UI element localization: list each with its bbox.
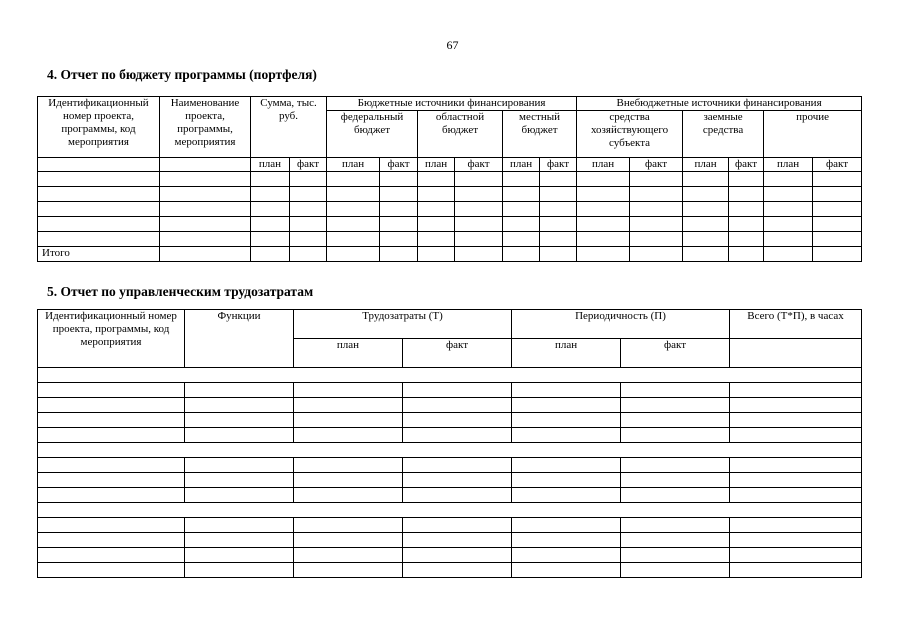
empty-cell	[621, 383, 730, 398]
fact-label: факт	[813, 158, 862, 172]
empty-cell	[730, 458, 862, 473]
empty-cell	[403, 488, 512, 503]
empty-cell	[683, 247, 729, 262]
empty-cell	[403, 413, 512, 428]
empty-cell	[813, 247, 862, 262]
empty-cell	[160, 217, 251, 232]
empty-cell	[630, 187, 683, 202]
empty-cell	[730, 339, 862, 368]
empty-cell	[813, 202, 862, 217]
empty-cell	[185, 458, 294, 473]
empty-cell	[185, 533, 294, 548]
empty-cell	[540, 217, 577, 232]
empty-cell	[540, 172, 577, 187]
empty-cell	[455, 232, 503, 247]
header-sum: Сумма, тыс. руб.	[251, 97, 327, 158]
empty-cell	[294, 518, 403, 533]
empty-cell	[730, 428, 862, 443]
empty-cell	[503, 187, 540, 202]
empty-cell	[294, 383, 403, 398]
plan-label: план	[683, 158, 729, 172]
empty-cell	[380, 172, 418, 187]
empty-cell	[418, 247, 455, 262]
empty-cell	[730, 398, 862, 413]
empty-cell	[512, 488, 621, 503]
empty-cell	[813, 187, 862, 202]
plan-label: план	[294, 339, 403, 368]
empty-cell	[327, 247, 380, 262]
empty-cell	[577, 187, 630, 202]
header-regional-budget: областной бюджет	[418, 111, 503, 158]
empty-cell	[403, 398, 512, 413]
header-total: Всего (Т*П), в часах	[730, 310, 862, 339]
table-row	[38, 172, 862, 187]
section-title-labor-report: 5. Отчет по управленческим трудозатратам	[47, 284, 314, 299]
empty-cell	[38, 187, 160, 202]
empty-cell	[730, 533, 862, 548]
empty-cell	[38, 398, 185, 413]
empty-cell	[730, 563, 862, 578]
empty-cell	[185, 518, 294, 533]
empty-cell	[251, 217, 290, 232]
empty-cell	[38, 413, 185, 428]
plan-fact-row	[38, 158, 862, 172]
empty-cell	[185, 383, 294, 398]
empty-cell	[683, 187, 729, 202]
empty-cell	[294, 548, 403, 563]
budget-report-table	[37, 96, 862, 262]
empty-cell	[577, 202, 630, 217]
empty-cell	[730, 383, 862, 398]
empty-cell	[729, 202, 764, 217]
empty-cell	[294, 563, 403, 578]
empty-cell	[512, 398, 621, 413]
header-budget-sources: Бюджетные источники финансирования	[327, 97, 577, 111]
empty-cell	[729, 247, 764, 262]
empty-cell	[764, 232, 813, 247]
header-id: Идентификационный номер проекта, программы, код мероприятия	[38, 310, 185, 368]
empty-cell	[455, 202, 503, 217]
empty-cell	[577, 172, 630, 187]
empty-cell	[512, 563, 621, 578]
empty-cell	[294, 488, 403, 503]
empty-cell	[327, 217, 380, 232]
empty-cell	[38, 458, 185, 473]
empty-cell	[251, 172, 290, 187]
empty-cell	[512, 548, 621, 563]
empty-cell	[512, 428, 621, 443]
header-id: Идентификационный номер проекта, программы, код мероприятия	[38, 97, 160, 158]
table-row	[38, 398, 862, 413]
empty-cell	[730, 413, 862, 428]
empty-cell	[621, 548, 730, 563]
total-label: Итого	[38, 247, 160, 262]
empty-cell	[577, 247, 630, 262]
empty-cell	[380, 232, 418, 247]
empty-cell	[294, 428, 403, 443]
empty-cell	[251, 232, 290, 247]
table-row	[38, 202, 862, 217]
empty-cell	[683, 172, 729, 187]
empty-cell	[185, 548, 294, 563]
empty-cell	[251, 202, 290, 217]
plan-label: план	[327, 158, 380, 172]
empty-cell	[621, 473, 730, 488]
empty-cell	[621, 518, 730, 533]
empty-cell	[290, 187, 327, 202]
empty-cell	[185, 398, 294, 413]
empty-cell	[729, 187, 764, 202]
empty-cell	[455, 217, 503, 232]
plan-label: план	[503, 158, 540, 172]
empty-cell	[683, 202, 729, 217]
empty-cell	[160, 247, 251, 262]
empty-cell	[503, 202, 540, 217]
empty-cell	[512, 413, 621, 428]
section-title-budget-report: 4. Отчет по бюджету программы (портфеля)	[47, 67, 317, 82]
table-row	[38, 518, 862, 533]
table-row	[38, 548, 862, 563]
table-row	[38, 383, 862, 398]
empty-cell	[294, 533, 403, 548]
header-local-budget: местный бюджет	[503, 111, 577, 158]
table-row	[38, 563, 862, 578]
empty-cell	[38, 202, 160, 217]
table-row	[38, 232, 862, 247]
empty-cell	[813, 172, 862, 187]
empty-cell	[38, 368, 862, 383]
empty-cell	[290, 172, 327, 187]
empty-cell	[290, 247, 327, 262]
empty-cell	[327, 172, 380, 187]
empty-cell	[38, 533, 185, 548]
header-periodicity: Периодичность (П)	[512, 310, 730, 339]
empty-cell	[38, 503, 862, 518]
empty-cell	[38, 383, 185, 398]
plan-label: план	[512, 339, 621, 368]
empty-cell	[160, 158, 251, 172]
empty-cell	[512, 458, 621, 473]
empty-cell	[729, 217, 764, 232]
empty-cell	[185, 488, 294, 503]
table-row	[38, 473, 862, 488]
table-row	[38, 458, 862, 473]
empty-cell	[630, 217, 683, 232]
empty-cell	[621, 428, 730, 443]
empty-cell	[403, 548, 512, 563]
empty-cell	[764, 202, 813, 217]
fact-label: факт	[380, 158, 418, 172]
empty-cell	[403, 518, 512, 533]
empty-cell	[294, 413, 403, 428]
empty-cell	[38, 158, 160, 172]
header-other: прочие	[764, 111, 862, 158]
empty-cell	[512, 473, 621, 488]
empty-cell	[764, 187, 813, 202]
group-row	[38, 443, 862, 458]
empty-cell	[512, 518, 621, 533]
header-borrowed-funds: заемные средства	[683, 111, 764, 158]
empty-cell	[380, 217, 418, 232]
empty-cell	[729, 232, 764, 247]
empty-cell	[418, 172, 455, 187]
table-row	[38, 217, 862, 232]
empty-cell	[38, 548, 185, 563]
empty-cell	[251, 187, 290, 202]
empty-cell	[577, 232, 630, 247]
empty-cell	[290, 232, 327, 247]
empty-cell	[630, 172, 683, 187]
empty-cell	[418, 187, 455, 202]
fact-label: факт	[403, 339, 512, 368]
empty-cell	[38, 428, 185, 443]
empty-cell	[294, 458, 403, 473]
empty-cell	[621, 413, 730, 428]
empty-cell	[403, 458, 512, 473]
empty-cell	[380, 187, 418, 202]
fact-label: факт	[729, 158, 764, 172]
header-labor: Трудозатраты (Т)	[294, 310, 512, 339]
empty-cell	[540, 247, 577, 262]
empty-cell	[729, 172, 764, 187]
empty-cell	[38, 488, 185, 503]
empty-cell	[290, 202, 327, 217]
empty-cell	[185, 563, 294, 578]
header-offbudget-sources: Внебюджетные источники финансирования	[577, 97, 862, 111]
empty-cell	[813, 232, 862, 247]
empty-cell	[380, 247, 418, 262]
empty-cell	[764, 247, 813, 262]
empty-cell	[327, 232, 380, 247]
total-row	[38, 247, 862, 262]
table-row	[38, 488, 862, 503]
fact-label: факт	[455, 158, 503, 172]
page-number: 67	[446, 38, 459, 52]
empty-cell	[251, 247, 290, 262]
header-federal-budget: федеральный бюджет	[327, 111, 418, 158]
empty-cell	[38, 518, 185, 533]
empty-cell	[764, 172, 813, 187]
table-row	[38, 413, 862, 428]
empty-cell	[294, 398, 403, 413]
plan-label: план	[577, 158, 630, 172]
empty-cell	[621, 458, 730, 473]
empty-cell	[380, 202, 418, 217]
empty-cell	[813, 217, 862, 232]
fact-label: факт	[621, 339, 730, 368]
table-row	[38, 428, 862, 443]
empty-cell	[38, 232, 160, 247]
empty-cell	[730, 473, 862, 488]
empty-cell	[621, 398, 730, 413]
empty-cell	[630, 247, 683, 262]
empty-cell	[38, 217, 160, 232]
empty-cell	[160, 232, 251, 247]
empty-cell	[38, 473, 185, 488]
empty-cell	[730, 488, 862, 503]
empty-cell	[327, 202, 380, 217]
empty-cell	[540, 187, 577, 202]
empty-cell	[403, 473, 512, 488]
empty-cell	[38, 172, 160, 187]
empty-cell	[621, 533, 730, 548]
empty-cell	[403, 383, 512, 398]
empty-cell	[185, 428, 294, 443]
empty-cell	[512, 383, 621, 398]
empty-cell	[540, 202, 577, 217]
empty-cell	[503, 172, 540, 187]
empty-cell	[503, 247, 540, 262]
table-row	[38, 533, 862, 548]
empty-cell	[730, 518, 862, 533]
empty-cell	[455, 247, 503, 262]
empty-cell	[327, 187, 380, 202]
empty-cell	[185, 413, 294, 428]
empty-cell	[403, 563, 512, 578]
fact-label: факт	[630, 158, 683, 172]
empty-cell	[185, 473, 294, 488]
empty-cell	[503, 232, 540, 247]
empty-cell	[290, 217, 327, 232]
empty-cell	[160, 172, 251, 187]
empty-cell	[577, 217, 630, 232]
empty-cell	[418, 217, 455, 232]
empty-cell	[683, 232, 729, 247]
group-row	[38, 503, 862, 518]
empty-cell	[160, 187, 251, 202]
group-row	[38, 368, 862, 383]
empty-cell	[418, 202, 455, 217]
fact-label: факт	[540, 158, 577, 172]
labor-report-table	[37, 309, 862, 578]
empty-cell	[403, 533, 512, 548]
empty-cell	[730, 548, 862, 563]
empty-cell	[160, 202, 251, 217]
empty-cell	[455, 187, 503, 202]
header-entity-funds: средства хозяйствующего субъекта	[577, 111, 683, 158]
empty-cell	[38, 443, 862, 458]
empty-cell	[621, 488, 730, 503]
empty-cell	[418, 232, 455, 247]
empty-cell	[294, 473, 403, 488]
empty-cell	[403, 428, 512, 443]
empty-cell	[764, 217, 813, 232]
empty-cell	[630, 202, 683, 217]
empty-cell	[630, 232, 683, 247]
header-name: Наименование проекта, программы, мероприятия	[160, 97, 251, 158]
plan-label: план	[418, 158, 455, 172]
empty-cell	[38, 563, 185, 578]
empty-cell	[512, 533, 621, 548]
empty-cell	[540, 232, 577, 247]
empty-cell	[621, 563, 730, 578]
fact-label: факт	[290, 158, 327, 172]
empty-cell	[683, 217, 729, 232]
header-functions: Функции	[185, 310, 294, 368]
plan-label: план	[764, 158, 813, 172]
empty-cell	[455, 172, 503, 187]
plan-label: план	[251, 158, 290, 172]
table-row	[38, 187, 862, 202]
empty-cell	[503, 217, 540, 232]
